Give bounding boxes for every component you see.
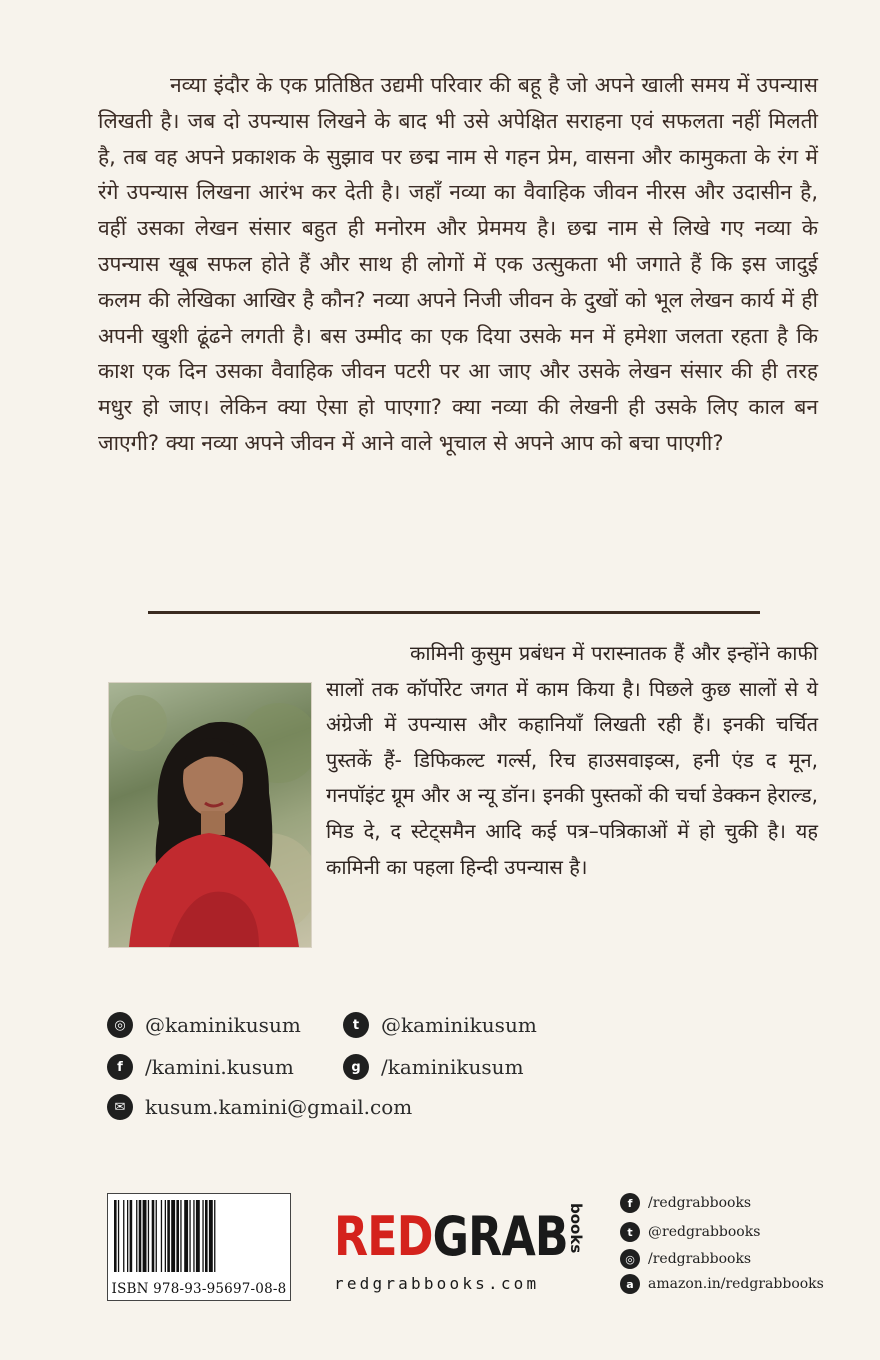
brand-red-part: RED	[334, 1205, 433, 1268]
publisher-link-text: /redgrabbooks	[648, 1195, 752, 1211]
barcode-bar	[156, 1200, 157, 1272]
barcode-bar	[171, 1200, 175, 1272]
author-photo	[108, 682, 312, 948]
barcode-bar	[161, 1200, 162, 1272]
publisher-link-text: /redgrabbooks	[648, 1251, 752, 1267]
barcode-bar	[176, 1200, 179, 1272]
barcode-bar	[118, 1200, 119, 1272]
author-goodreads[interactable]	[343, 1054, 524, 1080]
publisher-link-amazon[interactable]	[620, 1274, 824, 1294]
facebook-icon: f	[620, 1193, 640, 1213]
author-bio: कामिनी कुसुम प्रबंधन में परास्नातक हैं और इन्होंने काफी सालों तक कॉर्पोरेट जगत में काम किया है। पिछले कुछ सालों से ये अंग्रेजी में उपन्यास और कहानियाँ लिखती रही हैं। इनकी चर्चित पुस्तकें हैं- डिफिकल्ट गर्ल्स, रिच हाउसवाइव्स, हनी एंड द मून, गनपॉइंट ग्रूम और अ न्यू डॉन। इनकी पुस्तकों की चर्चा डेक्कन हेराल्ड, मिड दे, द स्टेट्समैन आदि कई पत्र–पत्रिकाओं में हो चुकी है। यह कामिनी का पहला हिन्दी उपन्यास है।	[326, 641, 818, 879]
barcode-bar	[189, 1200, 190, 1272]
section-divider	[148, 611, 760, 614]
publisher-brand	[334, 1205, 568, 1269]
publisher-logo	[334, 1205, 594, 1305]
author-facebook-handle: /kamini.kusum	[145, 1055, 294, 1079]
author-instagram-handle: @kaminikusum	[145, 1013, 301, 1037]
barcode-bar	[127, 1200, 128, 1272]
author-instagram[interactable]	[107, 1012, 301, 1038]
instagram-icon: ◎	[620, 1249, 640, 1269]
isbn-barcode	[107, 1193, 291, 1301]
barcode-bar	[123, 1200, 124, 1272]
barcode-bar	[130, 1200, 133, 1272]
barcode-bar	[214, 1200, 215, 1272]
amazon-icon: a	[620, 1274, 640, 1294]
barcode-bar	[202, 1200, 203, 1272]
barcode-bar	[139, 1200, 142, 1272]
facebook-icon: f	[107, 1054, 133, 1080]
book-blurb: नव्या इंदौर के एक प्रतिष्ठित उद्यमी परिवार की बहू है जो अपने खाली समय में उपन्यास लिखती है। जब दो उपन्यास लिखने के बाद भी उसे अपेक्षित सराहना एवं सफलता नहीं मिलती है, तब वह अपने प्रकाशक के सुझाव पर छद्म नाम से गहन प्रेम, वासना और कामुकता के रंग में रंगे उपन्यास लिखना आरंभ कर देती है। जहाँ नव्या का वैवाहिक जीवन नीरस और उदासीन है, वहीं उसका लेखन संसार बहुत ही मनोरम और प्रेममय है। छद्म नाम से लिखे गए नव्या के उपन्यास खूब सफल होते हैं और साथ ही लोगों में एक उत्सुकता भी जगाते हैं कि इस जादुई कलम की लेखिका आखिर है कौन? नव्या अपने निजी जीवन के दुखों को भूल लेखन कार्य में ही अपनी खुशी ढूंढने लगती है। बस उम्मीद का एक दिया उसके मन में हमेशा जलता रहता है कि काश एक दिन उसका वैवाहिक जीवन पटरी पर आ जाए और उसके लेखन संसार की ही तरह मधुर हो जाए। लेकिन क्या ऐसा हो पाएगा? क्या नव्या की लेखनी ही उसके लिए काल बन जाएगी? क्या नव्या अपने जीवन में आने वाले भूचाल से अपने आप को बचा पाएगी?	[98, 73, 818, 455]
twitter-icon: t	[343, 1012, 369, 1038]
barcode-bar	[152, 1200, 155, 1272]
author-facebook[interactable]	[107, 1054, 294, 1080]
barcode-bar	[209, 1200, 213, 1272]
barcode-bar	[180, 1200, 181, 1272]
publisher-link-instagram[interactable]	[620, 1249, 751, 1269]
publisher-link-text: @redgrabbooks	[648, 1224, 761, 1240]
publisher-website: redgrabbooks.com	[334, 1274, 540, 1293]
email-icon: ✉	[107, 1094, 133, 1120]
barcode-bar	[193, 1200, 194, 1272]
instagram-icon: ◎	[107, 1012, 133, 1038]
goodreads-icon: g	[343, 1054, 369, 1080]
barcode-bar	[167, 1200, 170, 1272]
barcode-bar	[196, 1200, 200, 1272]
barcode-bar	[184, 1200, 188, 1272]
author-twitter[interactable]	[343, 1012, 537, 1038]
author-goodreads-handle: /kaminikusum	[381, 1055, 524, 1079]
brand-books-word: books	[567, 1203, 585, 1254]
barcode-bar	[136, 1200, 137, 1272]
author-email[interactable]	[107, 1094, 412, 1120]
barcode-bar	[205, 1200, 208, 1272]
barcode-bar	[114, 1200, 117, 1272]
barcode-bar	[148, 1200, 149, 1272]
publisher-link-facebook[interactable]	[620, 1193, 751, 1213]
author-twitter-handle: @kaminikusum	[381, 1013, 537, 1037]
barcode-bar	[165, 1200, 166, 1272]
barcode-bar	[143, 1200, 147, 1272]
author-email-address: kusum.kamini@gmail.com	[145, 1095, 413, 1119]
brand-black-part: GRAB	[432, 1205, 568, 1268]
twitter-icon: t	[620, 1222, 640, 1242]
publisher-link-text: amazon.in/redgrabbooks	[648, 1276, 824, 1292]
isbn-number: ISBN 978-93-95697-08-8	[111, 1281, 287, 1297]
publisher-link-twitter[interactable]	[620, 1222, 760, 1242]
barcode-bars	[114, 1200, 284, 1272]
